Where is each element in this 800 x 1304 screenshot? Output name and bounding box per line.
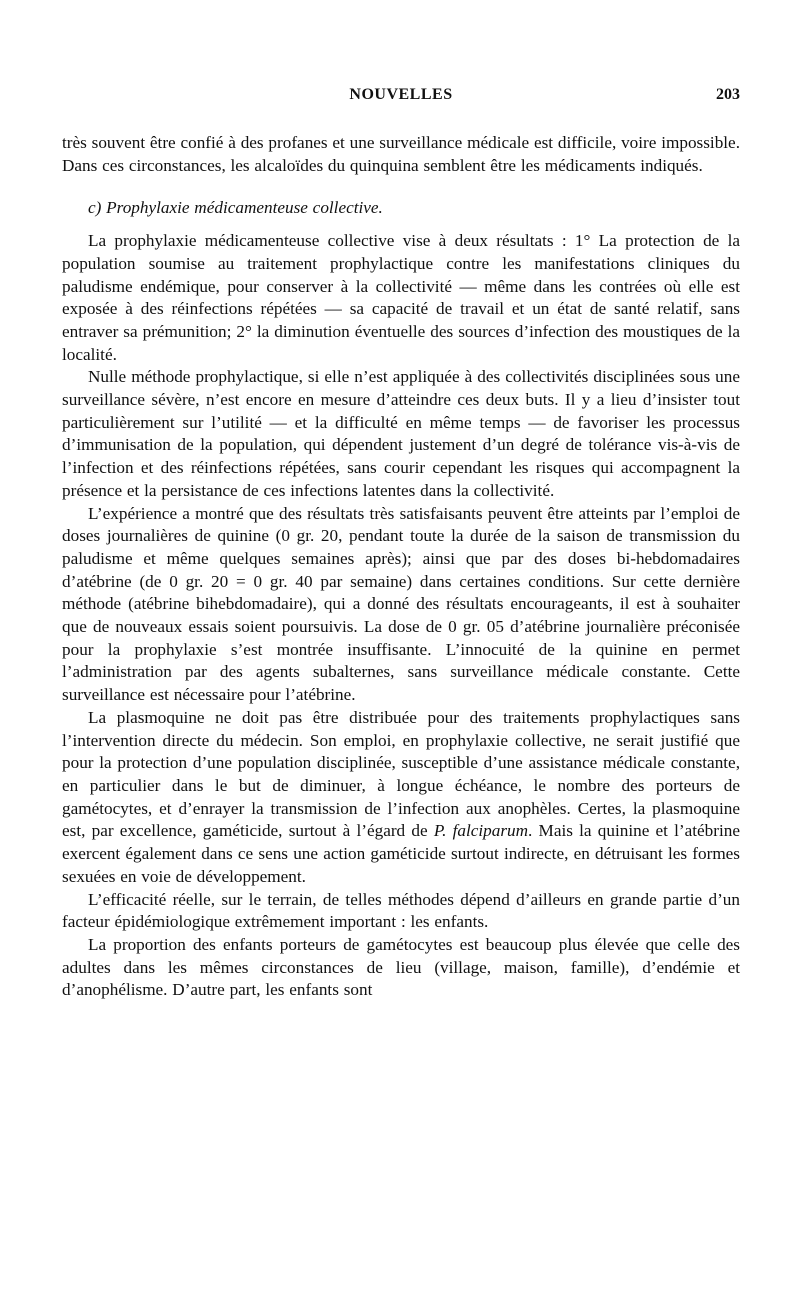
page-header bbox=[62, 86, 740, 116]
paragraph-prophylactic-method: Nulle méthode prophylactique, si elle n’est appliquée à des collectivités disciplinées sous une surveillance sévère, n’est encore en mesure d’atteindre ces deux buts. Il y a lieu d’insister tout particulièrement sur l’utilité — et la difficulté en même temps — de favoriser les processus d’immunisation de la population, qui dépendent justement d’un degré de tolérance vis-à-vis de l’infection et des réinfections répétées, sans courir cependant les risques qui accompagnent la présence et la persistance de ces infections latentes dans la collectivité. bbox=[62, 367, 740, 500]
section-heading: c) Prophylaxie médicamenteuse collective. bbox=[88, 198, 383, 218]
species-name: P. falciparum bbox=[433, 821, 529, 841]
paragraph-experience: L’expérience a montré que des résultats très satisfaisants peuvent être atteints par l’emploi de doses journalières de quinine (0 gr. 20, pendant toute la durée de la saison de transmission du paludisme et même quelques semaines après); ainsi que par des doses bi-hebdomadaires d’atébrine (de 0 gr. 20 = 0 gr. 40 par semaine) dans certaines conditions. Sur cette dernière méthode (atébrine bihebdomadaire), qui a donné des résultats encourageants, il est à souhaiter que de nouveaux essais soient poursuivis. La dose de 0 gr. 05 d’atébrine journalière préconisée pour la prophylaxie s’est montrée insuffisante. L’innocuité de la quinine en permet l’administration par des agents subalternes, sans surveillance médicale constante. Cette surveillance est nécessaire pour l’atébrine. bbox=[62, 503, 740, 705]
paragraph-children-proportion: La proportion des enfants porteurs de gamétocytes est beaucoup plus élevée que celle des adultes dans les mêmes circonstances de lieu (village, maison, famille), d’endémie et d’anophélisme. D’autre part, les enfants sont bbox=[62, 934, 740, 1000]
document-page bbox=[62, 86, 740, 1286]
page-number: 203 bbox=[716, 86, 740, 103]
paragraph-collective-prophylaxis: La prophylaxie médicamenteuse collective vise à deux résultats : 1° La protection de la population soumise au traitement prophylactique contre les manifestations cliniques du paludisme endémique, pour conserver à la collectivité — même dans les contrées où elle est exposée à des réinfections répétées — sa capacité de travail et un état de santé relatif, sans entraver sa prémunition; 2° la diminution éventuelle des sources d’infection des moustiques de la localité. bbox=[62, 231, 740, 364]
paragraph-plasmoquine bbox=[62, 707, 740, 889]
body-text bbox=[62, 132, 740, 1002]
plasmoquine-text-before: La plasmoquine ne doit pas être distribuée pour des traitements prophylactiques sans l’intervention directe du médecin. Son emploi, en prophylaxie collective, ne serait justifié que pour la protection d’une population disciplinée, susceptible d’une assistance médicale constante, en particulier dans le but de diminuer, à longue échéance, le nombre des porteurs de gamétocytes, et d’enrayer la transmission de l’infection aux anophèles. Certes, la plasmoquine est, par excellence, gaméticide, surtout à l’égard de bbox=[62, 707, 740, 841]
paragraph-continuation: très souvent être confié à des profanes et une surveillance médicale est difficile, voire impossible. Dans ces circonstances, les alcaloïdes du quinquina semblent être les médicaments indiqués. bbox=[62, 133, 740, 175]
plasmoquine-text-after: . Mais la quinine et l’atébrine exercent également dans ce sens une action gaméticide surtout indirecte, en détruisant les formes sexuées en voie de développement. bbox=[62, 821, 740, 886]
running-title: NOUVELLES bbox=[349, 86, 453, 103]
paragraph-efficacy: L’efficacité réelle, sur le terrain, de telles méthodes dépend d’ailleurs en grande partie d’un facteur épidémiologique extrêmement important : les enfants. bbox=[62, 889, 740, 932]
